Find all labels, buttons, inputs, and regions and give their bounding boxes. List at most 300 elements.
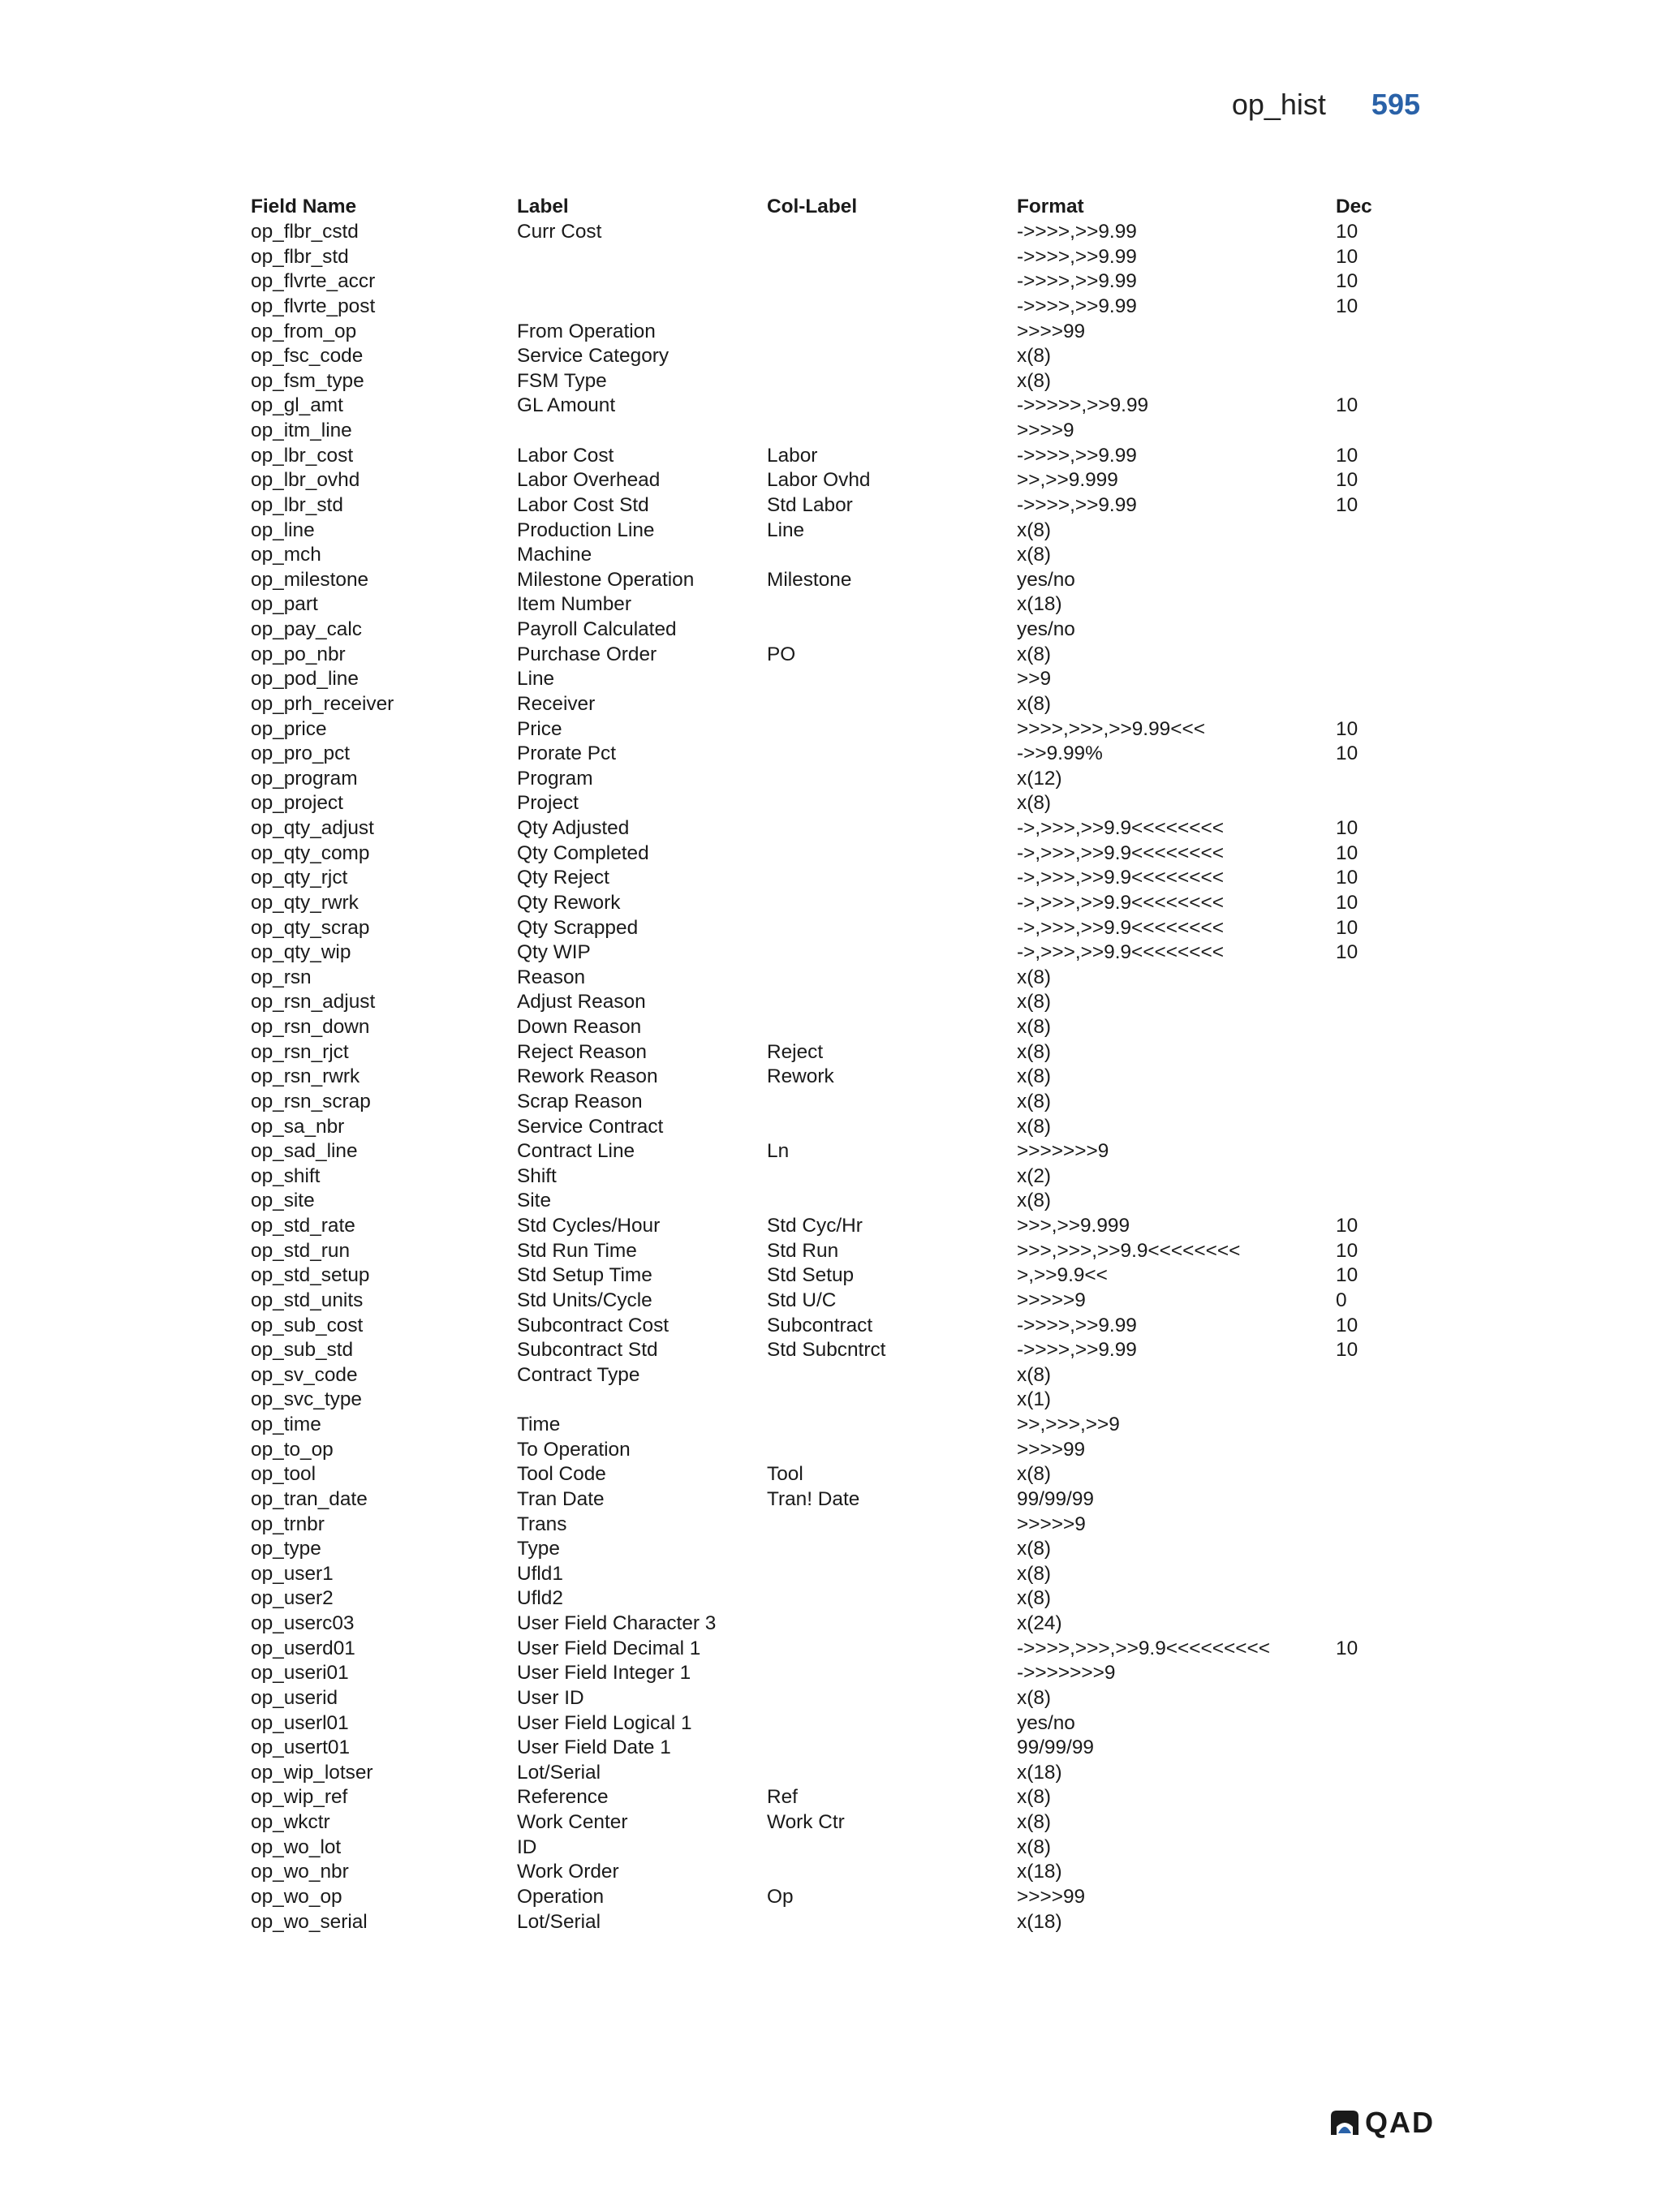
table-row [251,1612,1401,1637]
dec-cell [1336,592,1401,618]
table-row [251,916,1401,941]
label-cell: Qty WIP [517,941,591,964]
label-cell: Ufld1 [517,1562,563,1585]
dec-cell [1336,1090,1401,1115]
table-header-row [251,194,1401,220]
col-label-cell [767,1388,1017,1413]
dec-cell [1336,320,1401,345]
dec-cell: 10 [1336,493,1358,516]
format-cell: x(8) [1017,1463,1052,1486]
col-label-cell [767,1612,1017,1637]
dec-cell [1336,1164,1401,1190]
dec-cell: 10 [1336,469,1358,492]
label-cell: Shift [517,1164,557,1187]
field-name-cell: op_sub_std [251,1339,354,1362]
dec-cell [1336,1810,1401,1835]
col-label-cell: Labor Ovhd [767,469,871,492]
col-label-cell: Std Cyc/Hr [767,1215,863,1237]
table-row [251,692,1401,717]
col-label-cell [767,916,1017,941]
field-name-cell: op_userc03 [251,1612,355,1634]
format-cell: >,>>9.9<< [1017,1264,1108,1287]
label-cell: Ufld2 [517,1587,563,1610]
table-row [251,419,1401,444]
field-name-cell: op_gl_amt [251,394,343,417]
table-row [251,891,1401,916]
format-cell: >>>>99 [1017,320,1086,342]
format-cell: >>>>99 [1017,1438,1086,1461]
label-cell: Subcontract Cost [517,1314,670,1336]
field-name-cell: op_po_nbr [251,643,346,665]
field-name-cell: op_std_units [251,1289,364,1311]
dec-cell [1336,419,1401,444]
field-name-cell: op_mch [251,544,321,566]
label-cell: Std Units/Cycle [517,1289,652,1311]
col-label-cell [767,1537,1017,1562]
dec-cell [1336,1513,1401,1538]
col-label-cell [767,692,1017,717]
col-label-cell [767,320,1017,345]
field-table [251,194,1401,1934]
table-row [251,1338,1401,1363]
field-name-cell: op_sa_nbr [251,1115,345,1138]
col-label-cell [767,891,1017,916]
field-name-cell: op_fsm_type [251,369,364,392]
col-label-cell [767,245,1017,270]
table-row [251,1314,1401,1339]
col-label-cell [767,1860,1017,1885]
column-header-field-name: Field Name [251,196,357,217]
format-cell: ->>>>,>>9.99 [1017,245,1137,268]
field-name-cell: op_flbr_std [251,245,349,268]
field-name-cell: op_fsc_code [251,345,364,368]
col-label-cell: PO [767,643,796,665]
dec-cell: 10 [1336,916,1358,939]
table-row [251,468,1401,493]
field-name-cell: op_rsn_rjct [251,1040,349,1063]
column-header-col-label: Col-Label [767,196,858,217]
dec-cell [1336,1139,1401,1164]
format-cell: >>>>>>>9 [1017,1140,1109,1163]
table-row [251,791,1401,816]
field-name-cell: op_useri01 [251,1662,349,1685]
format-cell: ->>9.99% [1017,742,1103,765]
format-cell: x(8) [1017,1562,1052,1585]
format-cell: x(8) [1017,1115,1052,1138]
col-label-cell [767,866,1017,891]
col-label-cell [767,1835,1017,1861]
field-name-cell: op_user1 [251,1562,334,1585]
col-label-cell: Tool [767,1463,803,1486]
table-row [251,1015,1401,1040]
table-row [251,1513,1401,1538]
dec-cell [1336,1562,1401,1587]
table-row [251,1363,1401,1388]
table-row [251,1388,1401,1413]
field-name-cell: op_rsn_adjust [251,991,376,1013]
dec-cell: 10 [1336,1637,1358,1659]
label-cell: Down Reason [517,1016,642,1038]
col-label-cell: Labor [767,444,818,467]
field-name-cell: op_wip_ref [251,1786,348,1809]
qad-logo [1329,2106,1435,2140]
label-cell: Operation [517,1885,605,1908]
label-cell: User Field Character 3 [517,1612,717,1634]
table-row [251,841,1401,867]
dec-cell [1336,543,1401,568]
label-cell: Production Line [517,519,655,541]
label-cell: Tool Code [517,1463,606,1486]
label-cell: Std Setup Time [517,1264,652,1287]
col-label-cell [767,1711,1017,1736]
field-name-cell: op_svc_type [251,1388,362,1411]
field-name-cell: op_pro_pct [251,742,351,765]
table-row [251,1115,1401,1140]
field-name-cell: op_userid [251,1686,338,1709]
label-cell: Item Number [517,593,631,616]
format-cell: x(8) [1017,1065,1052,1088]
label-cell: User ID [517,1686,584,1709]
col-label-cell [767,394,1017,419]
label-cell: From Operation [517,320,656,342]
table-row [251,1462,1401,1487]
format-cell: x(18) [1017,1761,1062,1784]
field-name-cell: op_itm_line [251,420,352,441]
table-row [251,568,1401,593]
field-name-cell: op_lbr_ovhd [251,469,360,492]
format-cell: >>>>9 [1017,420,1074,441]
table-row [251,667,1401,692]
format-cell: x(8) [1017,519,1052,541]
label-cell: Service Contract [517,1115,664,1138]
format-cell: x(8) [1017,692,1052,715]
format-cell: ->,>>>,>>9.9<<<<<<<< [1017,916,1224,939]
table-row [251,816,1401,841]
table-row [251,1885,1401,1910]
label-cell: Milestone Operation [517,568,695,591]
format-cell: x(8) [1017,1190,1052,1212]
field-name-cell: op_std_run [251,1239,351,1262]
format-cell: x(8) [1017,966,1052,988]
format-cell: x(1) [1017,1388,1052,1411]
field-name-cell: op_user2 [251,1587,334,1610]
format-cell: ->>>>,>>9.99 [1017,493,1137,516]
dec-cell [1336,1189,1401,1214]
field-name-cell: op_time [251,1414,321,1435]
col-label-cell [767,1586,1017,1612]
dec-cell [1336,1413,1401,1438]
col-label-cell [767,767,1017,792]
label-cell: User Field Integer 1 [517,1662,691,1685]
format-cell: >>>,>>>,>>9.9<<<<<<<< [1017,1239,1241,1262]
column-header-format: Format [1017,196,1084,217]
col-label-cell [767,369,1017,394]
label-cell [517,419,767,444]
label-cell: Contract Type [517,1363,640,1386]
format-cell: ->>>>,>>9.99 [1017,1314,1137,1336]
format-cell: ->,>>>,>>9.9<<<<<<<< [1017,867,1224,889]
table-row [251,1810,1401,1835]
dec-cell [1336,1040,1401,1065]
table-row [251,1637,1401,1662]
label-cell: Site [517,1190,552,1212]
table-row [251,369,1401,394]
label-cell: Payroll Calculated [517,618,677,640]
format-cell: x(8) [1017,1587,1052,1610]
field-name-cell: op_flvrte_post [251,295,376,317]
field-name-cell: op_rsn_scrap [251,1090,371,1112]
dec-cell [1336,692,1401,717]
label-cell: Subcontract Std [517,1339,658,1362]
col-label-cell [767,543,1017,568]
dec-cell [1336,1065,1401,1090]
field-name-cell: op_site [251,1190,315,1212]
dec-cell [1336,1015,1401,1040]
table-row [251,1487,1401,1513]
dec-cell [1336,767,1401,792]
dec-cell: 10 [1336,1314,1358,1336]
dec-cell [1336,1462,1401,1487]
label-cell: Scrap Reason [517,1090,643,1112]
table-row [251,1711,1401,1736]
col-label-cell [767,940,1017,966]
col-label-cell [767,791,1017,816]
col-label-cell [767,841,1017,867]
label-cell: Contract Line [517,1140,635,1163]
table-row [251,1263,1401,1289]
dec-cell: 10 [1336,394,1358,417]
field-name-cell: op_flbr_cstd [251,221,359,243]
label-cell: FSM Type [517,369,607,392]
dec-cell: 10 [1336,245,1358,268]
format-cell: x(8) [1017,1016,1052,1038]
label-cell: Curr Cost [517,221,602,243]
dec-cell [1336,791,1401,816]
dec-cell: 10 [1336,841,1358,864]
label-cell: Adjust Reason [517,991,646,1013]
field-name-cell: op_wo_serial [251,1910,368,1933]
col-label-cell [767,742,1017,767]
label-cell: Work Order [517,1861,619,1883]
field-name-cell: op_line [251,519,315,541]
table-row [251,1189,1401,1214]
label-cell: Trans [517,1513,567,1535]
field-name-cell: op_flvrte_accr [251,270,376,293]
format-cell: yes/no [1017,618,1075,640]
table-row [251,1562,1401,1587]
dec-cell: 10 [1336,444,1358,467]
table-row [251,1090,1401,1115]
dec-cell [1336,1761,1401,1786]
field-name-cell: op_rsn_down [251,1016,370,1038]
col-label-cell [767,419,1017,444]
label-cell: Reject Reason [517,1040,647,1063]
dec-cell [1336,1785,1401,1810]
table-row [251,966,1401,991]
field-name-cell: op_trnbr [251,1513,325,1535]
dec-cell [1336,1835,1401,1861]
label-cell: Labor Overhead [517,469,661,492]
table-row [251,717,1401,742]
col-label-cell: Rework [767,1065,834,1088]
col-label-cell [767,1189,1017,1214]
field-name-cell: op_sad_line [251,1140,358,1163]
field-name-cell: op_wip_lotser [251,1761,373,1784]
label-cell: Qty Rework [517,891,621,914]
col-label-cell: Std Labor [767,493,853,516]
table-row [251,1289,1401,1314]
field-name-cell: op_tool [251,1463,316,1486]
label-cell: Qty Reject [517,867,609,889]
field-name-cell: op_wkctr [251,1811,330,1833]
page-header [1232,88,1420,122]
col-label-cell: Std Setup [767,1264,855,1287]
field-name-cell: op_usert01 [251,1736,351,1759]
table-row [251,1438,1401,1463]
dec-cell [1336,667,1401,692]
col-label-cell: Reject [767,1040,824,1063]
label-cell: Labor Cost Std [517,493,649,516]
label-cell [517,269,767,295]
col-label-cell: Subcontract [767,1314,873,1336]
format-cell: x(8) [1017,345,1052,368]
format-cell: yes/no [1017,568,1075,591]
table-row [251,519,1401,544]
table-row [251,1139,1401,1164]
format-cell: >>>,>>9.999 [1017,1215,1130,1237]
dec-cell [1336,344,1401,369]
label-cell [517,295,767,320]
field-name-cell: op_std_setup [251,1264,370,1287]
label-cell: Std Run Time [517,1239,637,1262]
dec-cell: 10 [1336,891,1358,914]
col-label-cell [767,592,1017,618]
label-cell: Lot/Serial [517,1761,601,1784]
format-cell: ->>>>>>>9 [1017,1662,1116,1685]
label-cell: Reason [517,966,586,988]
label-cell: Time [517,1414,561,1435]
field-name-cell: op_qty_comp [251,841,370,864]
label-cell: Project [517,792,579,815]
dec-cell [1336,618,1401,643]
label-cell: Machine [517,544,592,566]
col-label-cell [767,717,1017,742]
table-row [251,866,1401,891]
format-cell: x(8) [1017,1090,1052,1112]
label-cell: Labor Cost [517,444,614,467]
col-label-cell [767,1761,1017,1786]
table-row [251,643,1401,668]
col-label-cell [767,1115,1017,1140]
field-name-cell: op_qty_adjust [251,817,374,839]
format-cell: ->>>>,>>9.99 [1017,444,1137,467]
table-row [251,742,1401,767]
field-name-cell: op_qty_wip [251,941,351,964]
field-name-cell: op_std_rate [251,1215,355,1237]
field-name-cell: op_qty_scrap [251,916,370,939]
format-cell: ->>>>,>>>,>>9.9<<<<<<<<< [1017,1637,1270,1659]
col-label-cell [767,816,1017,841]
col-label-cell: Ln [767,1140,790,1163]
col-label-cell [767,1562,1017,1587]
dec-cell [1336,1388,1401,1413]
dec-cell: 10 [1336,1215,1358,1237]
col-label-cell: Ref [767,1786,798,1809]
page-number: 595 [1371,88,1420,121]
format-cell: x(8) [1017,544,1052,566]
table-row [251,1736,1401,1761]
field-name-cell: op_program [251,767,358,790]
label-cell: Qty Completed [517,841,649,864]
col-label-cell [767,1637,1017,1662]
col-label-cell: Line [767,519,805,541]
table-row [251,543,1401,568]
dec-cell: 10 [1336,1339,1358,1362]
col-label-cell [767,966,1017,991]
label-cell: Prorate Pct [517,742,617,765]
dec-cell: 0 [1336,1289,1347,1311]
col-label-cell: Milestone [767,568,852,591]
dec-cell: 10 [1336,742,1358,765]
label-cell [517,1388,767,1413]
label-cell: Purchase Order [517,643,657,665]
dec-cell [1336,1586,1401,1612]
field-name-cell: op_qty_rjct [251,867,348,889]
label-cell: Lot/Serial [517,1910,601,1933]
col-label-cell [767,1661,1017,1686]
dec-cell [1336,1661,1401,1686]
dec-cell [1336,519,1401,544]
field-name-cell: op_lbr_cost [251,444,354,467]
table-row [251,1761,1401,1786]
dec-cell: 10 [1336,717,1358,740]
field-name-cell: op_project [251,792,343,815]
format-cell: ->,>>>,>>9.9<<<<<<<< [1017,891,1224,914]
col-label-cell: Std Subcntrct [767,1339,886,1362]
label-cell: Rework Reason [517,1065,658,1088]
field-name-cell: op_wo_nbr [251,1861,349,1883]
col-label-cell [767,1164,1017,1190]
col-label-cell [767,990,1017,1015]
table-body [251,220,1401,1934]
col-label-cell [767,344,1017,369]
format-cell: x(8) [1017,1686,1052,1709]
col-label-cell [767,269,1017,295]
dec-cell: 10 [1336,295,1358,317]
dec-cell [1336,1537,1401,1562]
col-label-cell [767,1686,1017,1711]
table-row [251,1785,1401,1810]
table-row [251,444,1401,469]
format-cell: ->,>>>,>>9.9<<<<<<<< [1017,817,1224,839]
label-cell: Tran Date [517,1487,605,1510]
field-name-cell: op_userd01 [251,1637,355,1659]
dec-cell [1336,990,1401,1015]
table-row [251,1239,1401,1264]
column-header-dec: Dec [1336,196,1372,217]
table-row [251,767,1401,792]
dec-cell: 10 [1336,1239,1358,1262]
table-row [251,320,1401,345]
table-name: op_hist [1231,88,1326,121]
table-row [251,1537,1401,1562]
label-cell: Qty Adjusted [517,817,630,839]
table-row [251,245,1401,270]
dec-cell: 10 [1336,867,1358,889]
field-name-cell: op_lbr_std [251,493,343,516]
format-cell: >>>>99 [1017,1885,1086,1908]
label-cell: User Field Date 1 [517,1736,671,1759]
